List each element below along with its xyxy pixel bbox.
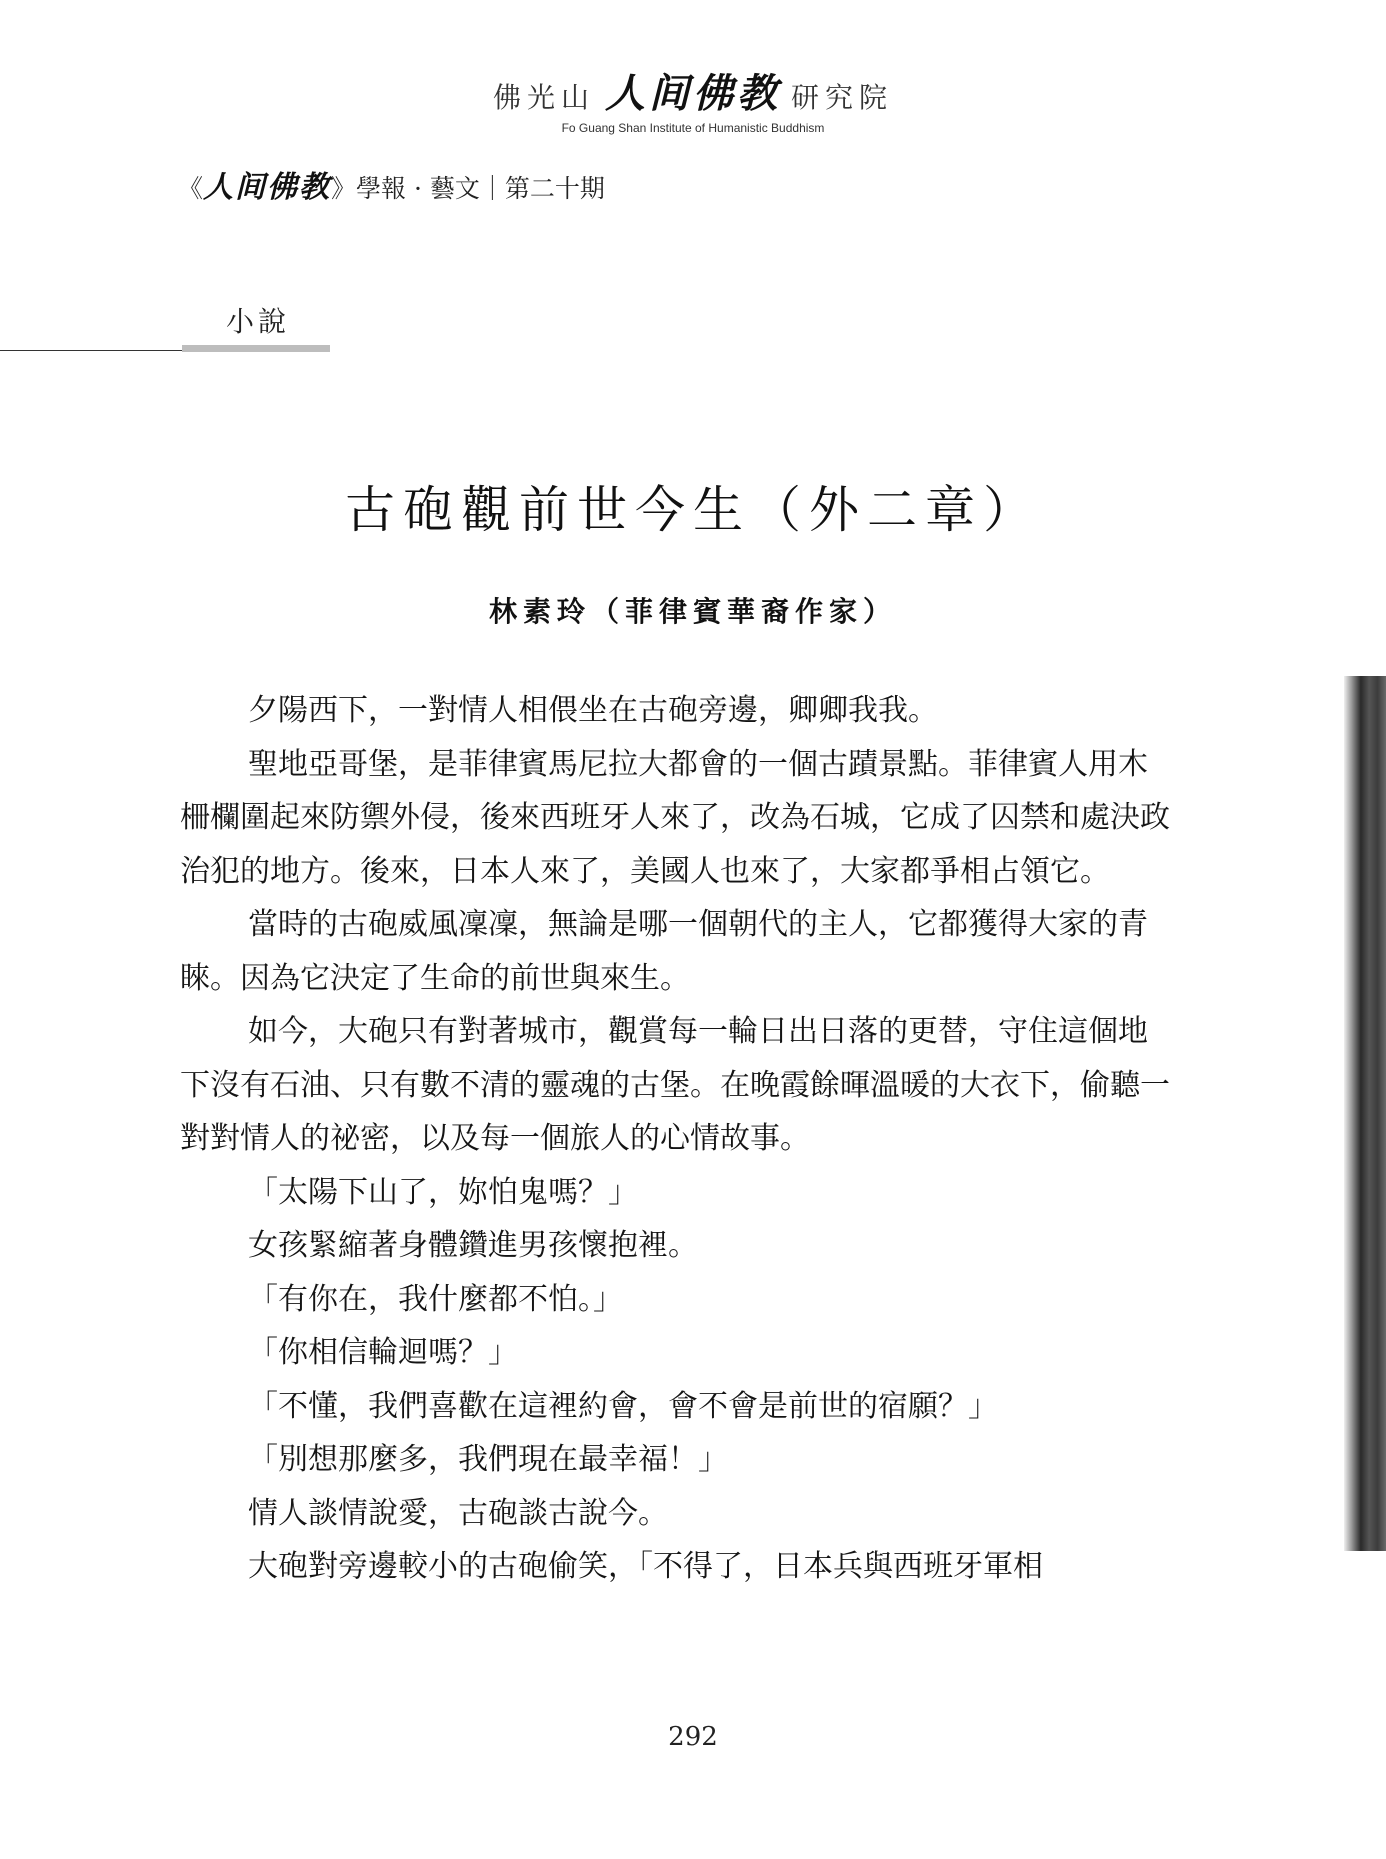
paragraph: 情人談情說愛，古砲談古說今。	[248, 1495, 668, 1531]
institute-logo	[493, 62, 893, 119]
institute-name: 人间佛教	[605, 70, 781, 117]
journal-name: 人间佛教	[203, 170, 332, 205]
paragraph: 如今，大砲只有對著城市，觀賞每一輪日出日落的更替，守住這個地下沒有石油、只有數不清的靈魂的古堡。在晚霞餘暉溫暖的大衣下，偷聽一對對情人的祕密，以及每一個旅人的心情故事。	[180, 1014, 1170, 1156]
section-rule-accent	[182, 345, 330, 352]
institute-suffix: 研究院	[791, 81, 894, 114]
paragraph: 「不懂，我們喜歡在這裡約會，會不會是前世的宿願？」	[248, 1388, 998, 1424]
article-author: 林素玲（菲律賓華裔作家）	[488, 595, 897, 628]
journal-running-head	[178, 162, 605, 206]
page-number: 292	[668, 1722, 718, 1752]
paragraph: 「你相信輪迴嗎？」	[248, 1335, 518, 1370]
section-label: 小說	[226, 305, 291, 338]
article-title: 古砲觀前世今生（外二章）	[345, 481, 1041, 539]
article-body	[180, 684, 1170, 1594]
institute-header	[0, 62, 1386, 135]
paragraph: 大砲對旁邊較小的古砲偷笑，「不得了，日本兵與西班牙軍相	[248, 1549, 1043, 1584]
journal-issue-info: 》學報 · 藝文｜第二十期	[331, 174, 605, 203]
paragraph: 「太陽下山了，妳怕鬼嗎？」	[248, 1174, 638, 1210]
paragraph: 聖地亞哥堡，是菲律賓馬尼拉大都會的一個古蹟景點。菲律賓人用木柵欄圍起來防禦外侵，後來西班牙人來了，改為石城，它成了囚禁和處決政治犯的地方。後來，日本人來了，美國人也來了，大家都爭相占領它。	[180, 746, 1170, 889]
paragraph: 「別想那麼多，我們現在最幸福！」	[248, 1442, 728, 1477]
scan-binding-edge	[1344, 676, 1386, 1551]
institute-prefix: 佛光山	[492, 81, 595, 114]
paragraph: 「有你在，我什麼都不怕。」	[248, 1281, 623, 1317]
institute-english-name: Fo Guang Shan Institute of Humanistic Buddhism	[561, 121, 825, 135]
journal-open-bracket: 《	[178, 174, 204, 203]
paragraph: 當時的古砲威風凜凜，無論是哪一個朝代的主人，它都獲得大家的青睞。因為它決定了生命的前世與來生。	[180, 907, 1148, 996]
paragraph: 女孩緊縮著身體鑽進男孩懷抱裡。	[248, 1228, 698, 1263]
paragraph: 夕陽西下，一對情人相偎坐在古砲旁邊，卿卿我我。	[248, 693, 938, 728]
